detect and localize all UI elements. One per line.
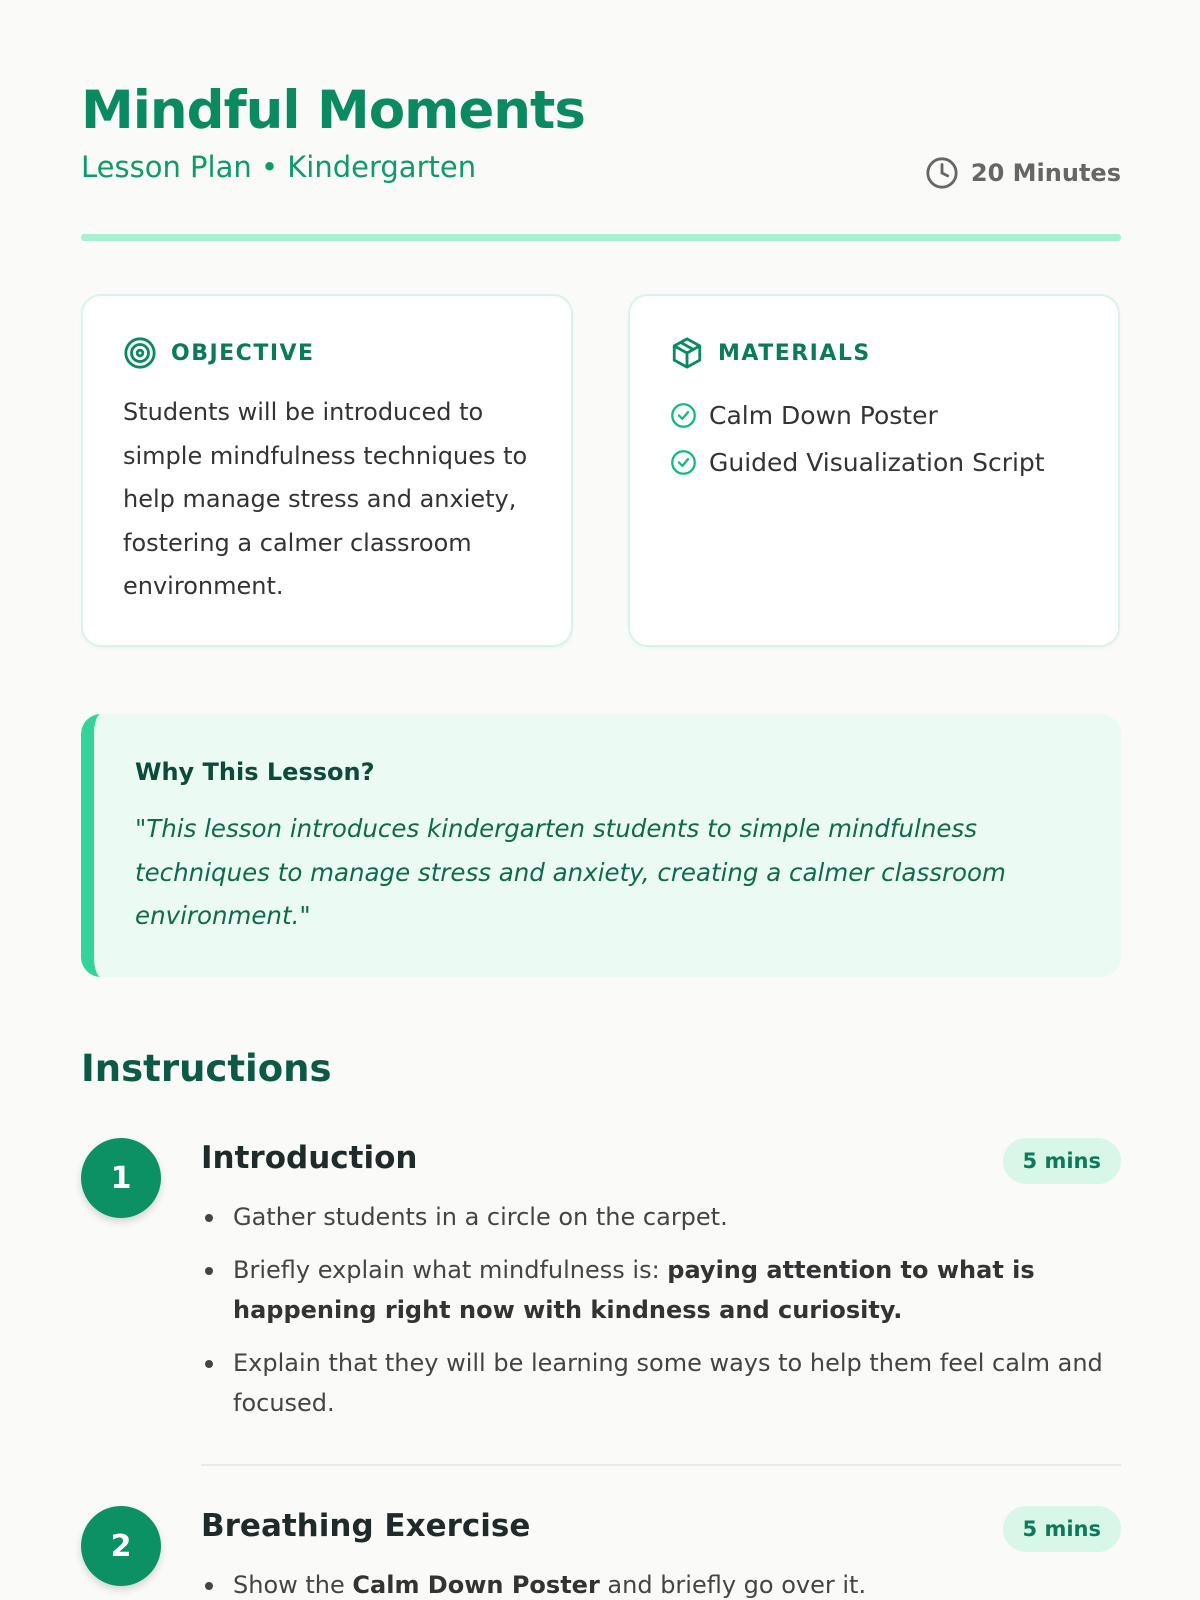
step-title: Breathing Exercise [201,1508,531,1544]
materials-list [670,392,1045,486]
material-label: Guided Visualization Script [709,448,1045,477]
bullet-emphasis: paying attention to what is happening right now with kindness and curiosity. [233,1256,1035,1324]
objective-heading-label: OBJECTIVE [171,340,315,366]
page-subtitle: Lesson Plan • Kindergarten [81,150,477,184]
why-title: Why This Lesson? [135,758,375,786]
bullet-text: Briefly explain what mindfulness is: [233,1256,668,1284]
bullet-emphasis: Calm Down Poster [352,1571,600,1599]
step-title: Introduction [201,1140,418,1176]
material-label: Calm Down Poster [709,401,938,430]
target-icon [123,336,157,370]
objective-heading [123,336,315,370]
box-icon [670,336,704,370]
total-duration [925,156,1121,190]
step-duration-badge: 5 mins [1003,1138,1121,1184]
header-divider [81,234,1121,241]
bullet-text: Show the [233,1571,353,1599]
clock-icon [925,156,959,190]
list-item [233,1250,1113,1330]
why-this-lesson-callout [81,714,1121,977]
step-number-badge: 1 [81,1138,161,1218]
list-item: Gather students in a circle on the carpet. [233,1197,1113,1237]
step-number-badge: 2 [81,1506,161,1586]
step-bullet-list [233,1197,1113,1436]
duration-label: 20 Minutes [970,159,1121,187]
bullet-text: and briefly go over it. [599,1571,867,1599]
list-item [233,1565,1113,1600]
list-item [670,392,1045,439]
list-item: Explain that they will be learning some ways to help them feel calm and focused. [233,1343,1113,1423]
page-title: Mindful Moments [81,80,585,141]
check-circle-icon [670,402,697,429]
objective-text: Students will be introduced to simple mindfulness techniques to help manage stress and anxiety, fostering a calmer classroom environment. [123,398,528,600]
step-duration-badge: 5 mins [1003,1506,1121,1552]
materials-heading-label: MATERIALS [718,340,871,366]
why-quote: "This lesson introduces kindergarten students to simple mindfulness techniques to manage stress and anxiety, creating a calmer classroom environment." [135,814,1006,930]
instructions-title: Instructions [81,1047,332,1090]
step-bullet-list [233,1565,1113,1600]
check-circle-icon [670,449,697,476]
objective-card [81,294,573,647]
list-item [670,439,1045,486]
materials-card [628,294,1120,647]
materials-heading [670,336,871,370]
step-divider [201,1464,1121,1466]
